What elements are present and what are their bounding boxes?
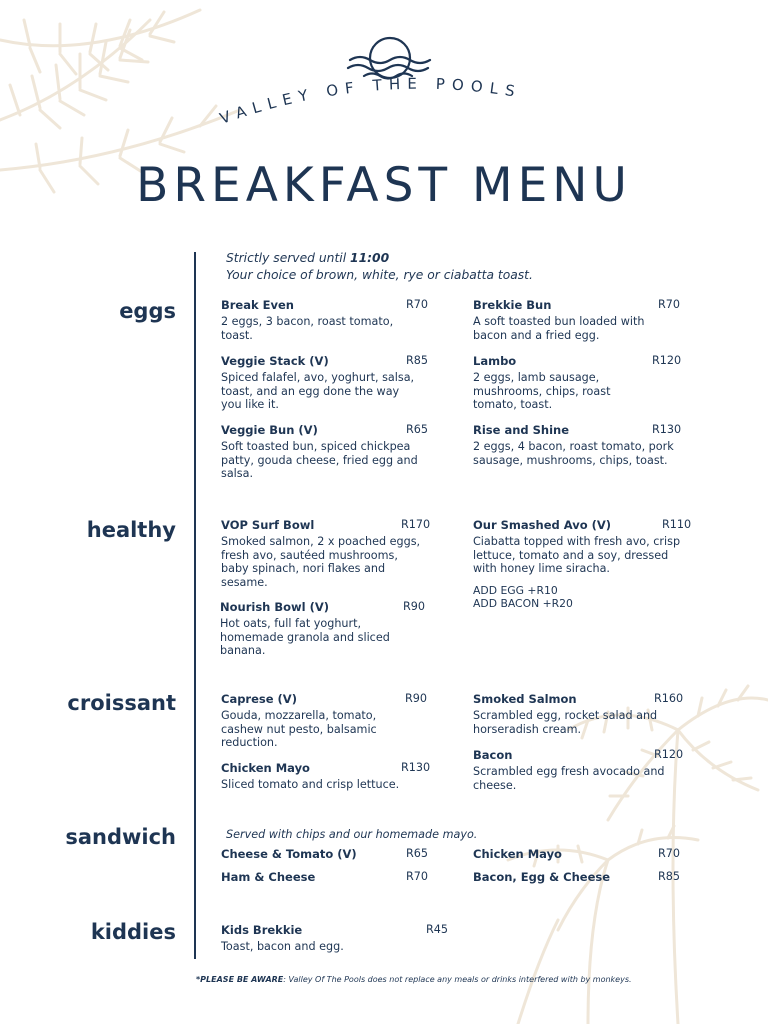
add-on: ADD BACON +R20: [473, 597, 573, 611]
section-healthy: healthy: [86, 518, 176, 542]
sandwich-note: Served with chips and our homemade mayo.: [226, 828, 478, 841]
menu-item: Bacon R120 Scrambled egg fresh avocado and cheese.: [473, 748, 684, 792]
add-on: ADD EGG +R10: [473, 583, 558, 597]
brand-name: VALLEY OF THE POOLS: [217, 74, 523, 128]
menu-item: Veggie Stack (V) R85 Spiced falafel, avo, yoghurt, salsa, toast, and an egg done the way you like it.: [221, 354, 429, 412]
menu-item: Nourish Bowl (V) R90 Hot oats, full fat yoghurt, homemade granola and sliced banana.: [220, 600, 426, 658]
brand-name-arc: [200, 72, 580, 152]
section-kiddies: kiddies: [90, 920, 176, 944]
menu-item: Break Even R70 2 eggs, 3 bacon, roast tomato, toast.: [221, 298, 429, 342]
menu-item: Caprese (V) R90 Gouda, mozzarella, tomato, cashew nut pesto, balsamic reduction.: [221, 692, 428, 750]
menu-item: Lambo R120 2 eggs, lamb sausage, mushrooms, chips, roast tomato, toast.: [473, 354, 682, 412]
section-sandwich: sandwich: [65, 825, 176, 849]
menu-item: Smoked Salmon R160 Scrambled egg, rocket salad and horseradish cream.: [473, 692, 684, 736]
svg-text:VALLEY OF THE POOLS: [218, 75, 523, 128]
menu-item: Brekkie Bun R70 A soft toasted bun loaded with bacon and a fried egg.: [473, 298, 681, 342]
section-eggs: eggs: [119, 299, 176, 323]
section-croissant: croissant: [67, 691, 176, 715]
menu-item: Rise and Shine R130 2 eggs, 4 bacon, roast tomato, pork sausage, mushrooms, chips, toast.: [473, 423, 682, 467]
menu-item: Bacon, Egg & Cheese R85: [473, 870, 681, 884]
menu-item: VOP Surf Bowl R170 Smoked salmon, 2 x poached eggs, fresh avo, sautéed mushrooms, baby spinach, nori flakes and sesame.: [221, 518, 431, 589]
menu-item: Veggie Bun (V) R65 Soft toasted bun, spiced chickpea patty, gouda cheese, fried egg and salsa.: [221, 423, 429, 481]
served-until-note: Strictly served until 11:00: [226, 251, 390, 265]
menu-item: Our Smashed Avo (V) R110 Ciabatta topped with fresh avo, crisp lettuce, tomato and a soy, dressed with honey lime siracha. ADD EGG +R10 ADD BACON +R20: [473, 518, 698, 611]
page-title: BREAKFAST MENU: [136, 158, 632, 213]
menu-item: Ham & Cheese R70: [221, 870, 429, 884]
menu-item: Kids Brekkie R45 Toast, bacon and egg.: [221, 923, 449, 953]
menu-item: Chicken Mayo R70: [473, 847, 681, 861]
monkey-disclaimer: *PLEASE BE AWARE: Valley Of The Pools does not replace any meals or drinks interfered with by monkeys.: [196, 975, 632, 984]
menu-item: Chicken Mayo R130 Sliced tomato and crisp lettuce.: [221, 761, 431, 791]
menu-item: Cheese & Tomato (V) R65: [221, 847, 429, 861]
vertical-divider: [194, 252, 196, 959]
toast-choice-note: Your choice of brown, white, rye or ciabatta toast.: [226, 268, 533, 282]
add-ons-list: [473, 584, 698, 611]
